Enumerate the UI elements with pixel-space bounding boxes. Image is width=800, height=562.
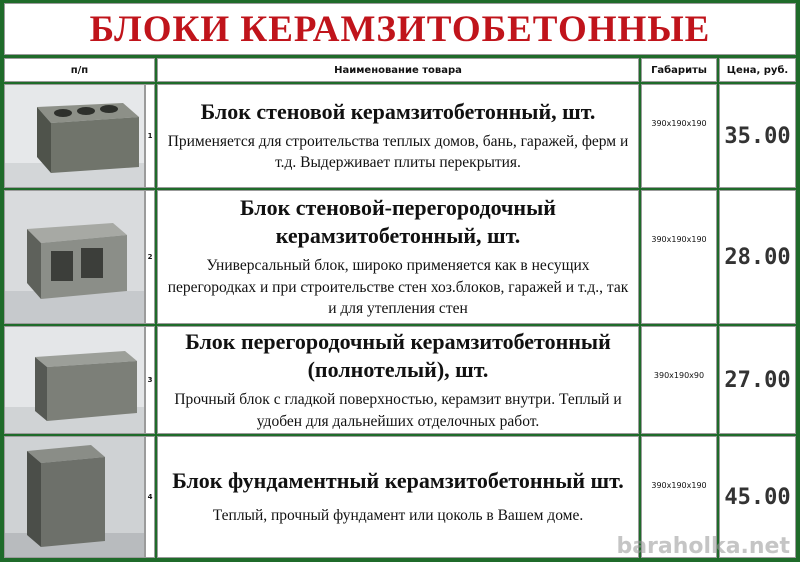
product-name-cell-3 <box>157 326 639 434</box>
header-num-label: п/п <box>70 64 89 76</box>
title-cell <box>4 3 796 55</box>
product-price-2 <box>719 190 796 324</box>
header-name-label: Наименование товара <box>334 64 462 76</box>
price-label: 27.00 <box>724 367 791 393</box>
header-price-label: Цена, руб. <box>726 64 789 76</box>
product-dims-3 <box>641 326 717 434</box>
dims-label: 390х190х90 <box>653 371 705 380</box>
block-foundation-image <box>5 437 145 558</box>
product-title: Блок перегородочный керамзитобетонный (полнотелый), шт. <box>185 328 611 383</box>
product-description: Теплый, прочный фундамент или цоколь в Вашем доме. <box>212 507 584 525</box>
product-title: Блок стеновой керамзитобетонный, шт. <box>200 99 596 125</box>
watermark: baraholka.net <box>616 534 790 559</box>
product-name-cell-1 <box>157 84 639 188</box>
dims-label: 390х190х190 <box>651 481 707 490</box>
dims-label: 390х190х190 <box>651 235 707 244</box>
row-num-label: 4 <box>147 493 153 501</box>
header-dims <box>641 58 717 82</box>
product-image-2 <box>4 190 145 324</box>
row-num-1 <box>145 84 155 188</box>
product-title: Блок фундаментный керамзитобетонный шт. <box>172 467 624 493</box>
block-hollow-2-image <box>5 191 145 324</box>
product-title: Блок стеновой-перегородочный керамзитобетонный, шт. <box>240 194 556 249</box>
product-dims-1 <box>641 84 717 188</box>
page-title: БЛОКИ КЕРАМЗИТОБЕТОННЫЕ <box>89 8 711 50</box>
product-description: Применяется для строительства теплых домов, бань, гаражей, ферм и т.д. Выдерживает плиты перекрытия. <box>167 132 629 172</box>
row-num-label: 3 <box>147 376 153 384</box>
product-description: Прочный блок с гладкой поверхностью, керамзит внутри. Теплый и удобен для дальнейших отделочных работ. <box>174 390 622 430</box>
row-num-label: 1 <box>147 132 153 140</box>
row-num-label: 2 <box>147 253 153 261</box>
header-price <box>719 58 796 82</box>
product-image-4 <box>4 436 145 558</box>
product-price-3 <box>719 326 796 434</box>
product-name-cell-2 <box>157 190 639 324</box>
price-label: 35.00 <box>724 123 791 149</box>
block-hollow-3-image <box>5 85 145 188</box>
product-price-1 <box>719 84 796 188</box>
row-num-4 <box>145 436 155 558</box>
product-description: Универсальный блок, широко применяется как в несущих перегородках и при строительстве стен хоз.блоков, гаражей и т.д., так и для утепления стен <box>167 257 629 318</box>
row-num-3 <box>145 326 155 434</box>
price-label: 28.00 <box>724 244 791 270</box>
header-name <box>157 58 639 82</box>
product-name-cell-4 <box>157 436 639 558</box>
product-image-1 <box>4 84 145 188</box>
dims-label: 390х190х190 <box>651 119 707 128</box>
product-dims-2 <box>641 190 717 324</box>
price-label: 45.00 <box>724 484 791 510</box>
block-solid-image <box>5 327 145 434</box>
header-num <box>4 58 155 82</box>
header-dims-label: Габариты <box>651 64 707 76</box>
product-image-3 <box>4 326 145 434</box>
row-num-2 <box>145 190 155 324</box>
